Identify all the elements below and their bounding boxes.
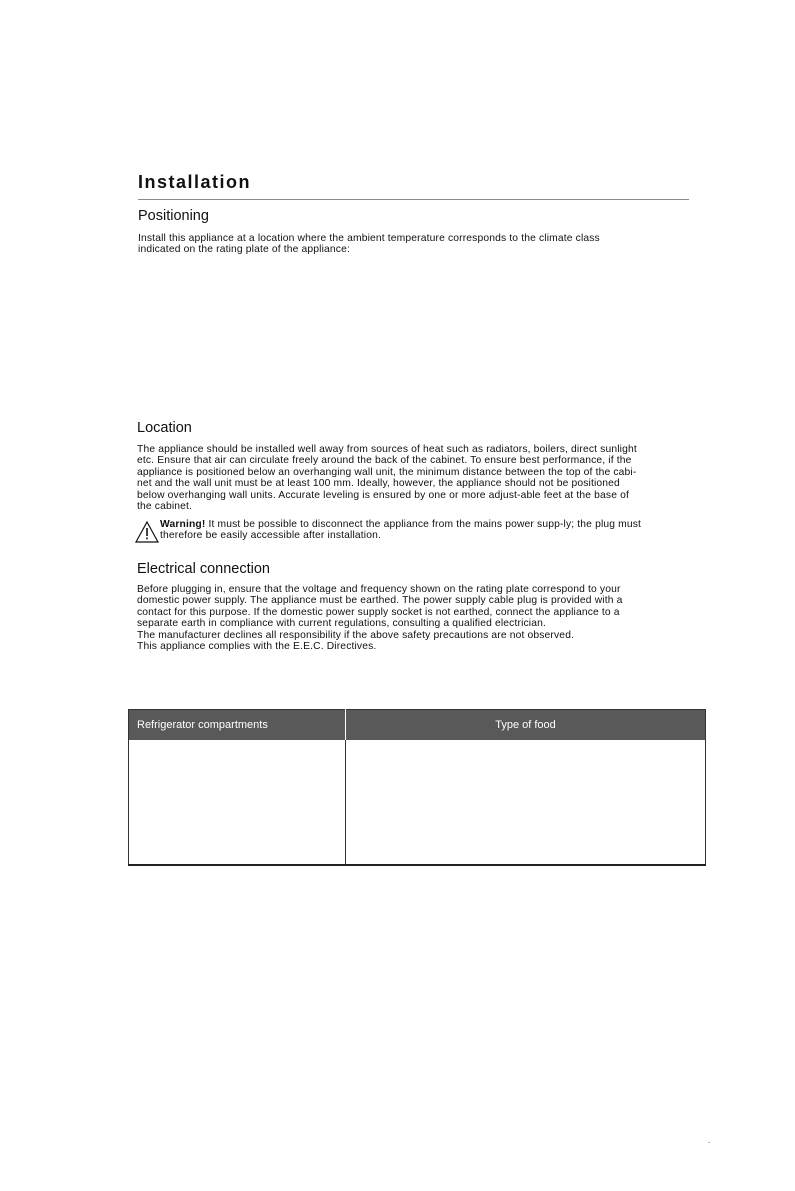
warning-text-1: It must be possible to disconnect the appliance from the mains power supp-ly; the plug must	[205, 519, 642, 530]
positioning-line: indicated on the rating plate of the appliance:	[138, 244, 350, 256]
warning-triangle-icon	[134, 520, 160, 544]
table-row	[129, 740, 706, 865]
location-line: appliance is positioned below an overhanging wall unit, the minimum distance between the top of the cabi-	[137, 466, 637, 478]
location-paragraph	[137, 444, 637, 512]
page-title: Installation	[138, 172, 252, 192]
location-line: below overhanging wall units. Accurate leveling is ensured by one or more adjust-able feet at the base of	[137, 489, 629, 501]
electrical-line: This appliance complies with the E.E.C. Directives.	[137, 641, 377, 653]
positioning-heading: Positioning	[138, 208, 209, 224]
electrical-line: domestic power supply. The appliance must be earthed. The power supply cable plug is provided with a	[137, 595, 623, 607]
column-header-compartments: Refrigerator compartments	[129, 710, 346, 741]
table-header-row	[129, 710, 706, 741]
location-heading: Location	[137, 420, 192, 436]
location-line: etc. Ensure that air can circulate freely around the back of the cabinet. To ensure best performance, if the	[137, 455, 632, 467]
page-number: .	[708, 1136, 711, 1145]
warning-line-1	[160, 519, 641, 530]
warning-text	[160, 519, 641, 542]
warning-line-2: therefore be easily accessible after installation.	[160, 530, 381, 542]
electrical-heading: Electrical connection	[137, 561, 270, 577]
positioning-paragraph	[138, 233, 600, 256]
electrical-line: separate earth in compliance with current regulations, consulting a qualified electrician.	[137, 618, 547, 630]
electrical-paragraph	[137, 584, 623, 652]
electrical-line: Before plugging in, ensure that the voltage and frequency shown on the rating plate correspond to your	[137, 584, 621, 595]
location-line: the cabinet.	[137, 501, 193, 513]
location-line: net and the wall unit must be at least 100 mm. Ideally, however, the appliance should not be positioned	[137, 478, 620, 490]
table-cell-food	[346, 740, 706, 865]
column-header-type-of-food: Type of food	[346, 710, 706, 741]
electrical-line: contact for this purpose. If the domestic power supply socket is not earthed, connect the appliance to a	[137, 606, 620, 618]
positioning-line: Install this appliance at a location where the ambient temperature corresponds to the climate class	[138, 233, 600, 244]
title-divider	[138, 199, 689, 200]
location-line: The appliance should be installed well away from sources of heat such as radiators, boilers, direct sunlight	[137, 444, 637, 455]
warning-label: Warning!	[160, 519, 206, 530]
food-storage-table	[128, 709, 706, 866]
electrical-line: The manufacturer declines all responsibility if the above safety precautions are not observed.	[137, 629, 575, 641]
table-cell-compartment	[129, 740, 346, 865]
